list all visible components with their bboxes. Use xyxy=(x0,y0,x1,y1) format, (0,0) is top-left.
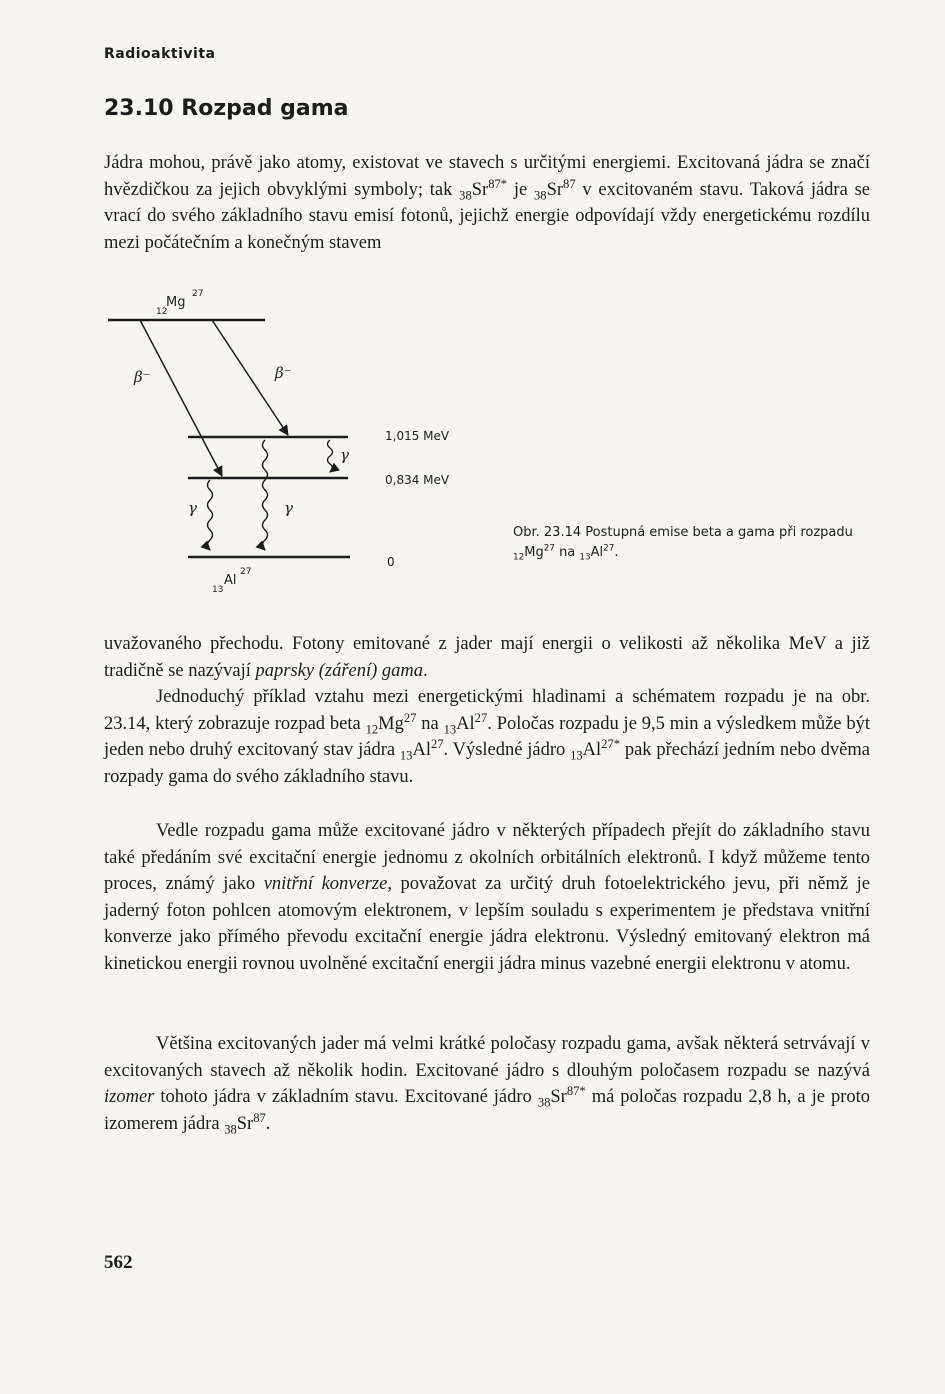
text-run: Jádra mohou, právě jako atomy, existovat ve stavech s určitými energiemi. Excitovaná jádra se značí hvězdičkou za jejich obvyklými symboly; tak xyxy=(104,153,870,200)
nuclide-symbol: Sr xyxy=(550,1087,567,1108)
text-run: je xyxy=(507,179,534,200)
nuclide-superscript: 27 xyxy=(430,737,444,752)
section-number: 23.10 xyxy=(104,96,174,121)
nuclide-superscript: 27 xyxy=(474,710,488,725)
nuclide-superscript: 87* xyxy=(488,176,508,191)
nuclide-symbol: Al xyxy=(456,713,475,734)
nuclide-symbol: Al xyxy=(582,740,602,761)
nuclide-superscript: 27 xyxy=(543,543,555,554)
caption-text: na xyxy=(554,545,580,560)
text-run: Většina excitovaných jader má velmi krátké poločasy rozpadu gama, avšak některá setrvávají v excitovaných stavech až několik hodin. Excitované jádro s dlouhým poločasem rozpadu se nazývá xyxy=(104,1034,870,1081)
text-run: uvažovaného přechodu. Fotony emitované z jader mají energii o velikosti až několika MeV a již tradičně se nazývají xyxy=(104,634,870,681)
paragraph-gamma-rays xyxy=(104,631,870,684)
nuclide-superscript: 87* xyxy=(566,1084,586,1099)
nuclide-symbol: Sr xyxy=(546,179,564,200)
nuclide-subscript: 38 xyxy=(224,1122,237,1137)
nuclide-subscript: 13 xyxy=(399,748,413,763)
energy-label-1015: 1,015 MeV xyxy=(385,429,450,443)
text-run: . Výsledné jádro xyxy=(443,740,571,761)
nuclide-symbol: Al xyxy=(590,545,604,560)
parent-nuclide-label: 12Mg27 xyxy=(156,289,204,317)
nuclide-symbol: Mg xyxy=(378,713,404,734)
caption-text: Postupná emise beta a gama při rozpadu xyxy=(585,525,853,540)
nuclide-superscript: 27* xyxy=(601,737,621,752)
decay-scheme-diagram xyxy=(100,280,500,610)
running-header: Radioaktivita xyxy=(104,46,216,62)
energy-label-834: 0,834 MeV xyxy=(385,473,450,487)
nuclide-superscript: 27 xyxy=(603,543,615,554)
gamma-wave-1015-to-834 xyxy=(328,440,333,472)
energy-label-ground: 0 xyxy=(387,555,395,569)
text-run: tohoto jádra v základním stavu. Excitované jádro xyxy=(154,1087,538,1108)
nuclide-superscript: 87 xyxy=(253,1110,266,1125)
nuclide-superscript: 27 xyxy=(403,710,417,725)
section-heading xyxy=(104,96,349,121)
gamma-label-1: γ xyxy=(340,446,349,464)
paragraph-example xyxy=(104,684,870,790)
text-run: má poločas rozpadu 2,8 h, a je proto izomerem jádra xyxy=(104,1087,870,1134)
gamma-label-2: γ xyxy=(188,499,197,517)
nuclide-subscript: 38 xyxy=(534,188,547,203)
gamma-wave-834-to-ground xyxy=(208,480,213,550)
text-run: . Poločas rozpadu je 9,5 min a výsledkem může být jeden nebo druhý excitovaný stav jádra xyxy=(104,713,870,761)
nuclide-superscript: 87 xyxy=(563,176,576,191)
gamma-wave-1015-to-ground xyxy=(263,440,268,550)
paragraph-internal-conversion xyxy=(104,818,870,978)
gamma-label-3: γ xyxy=(284,499,293,517)
nuclide-subscript: 13 xyxy=(570,748,583,763)
text-run: , považovat za určitý druh fotoelektrického jevu, při němž je jaderný foton pohlcen atomovým elektronem, v lepším souladu s experimentem je představa vnitřní konverze jako přímého převodu excitační energie jádra elektronu. Výsledný emitovaný elektron má kinetickou energii rovnou uvolněné excitační energii jádra minus vazebné energii elektronu v atomu. xyxy=(104,874,870,974)
paragraph-isomer xyxy=(104,1031,870,1137)
nuclide-subscript: 12 xyxy=(365,722,379,737)
paragraph-intro xyxy=(104,150,870,256)
nuclide-subscript: 13 xyxy=(579,552,591,563)
figure-caption xyxy=(513,523,868,563)
caption-label: Obr. 23.14 xyxy=(513,525,582,540)
nuclide-symbol: Sr xyxy=(471,179,489,200)
nuclide-subscript: 13 xyxy=(443,722,457,737)
beta-arrow-left xyxy=(140,320,222,476)
nuclide-symbol: Mg xyxy=(524,545,544,560)
section-title-text: Rozpad gama xyxy=(181,96,349,121)
text-run: na xyxy=(416,713,444,734)
text-run: . xyxy=(265,1113,271,1134)
nuclide-symbol: Al xyxy=(412,740,431,761)
beta-label-right: β⁻ xyxy=(275,364,292,382)
nuclide-symbol: Sr xyxy=(236,1113,254,1134)
text-run: . xyxy=(423,660,428,681)
italic-term: izomer xyxy=(104,1087,155,1108)
beta-label-left: β⁻ xyxy=(134,368,151,386)
nuclide-subscript: 12 xyxy=(513,552,525,563)
text-run: v excitovaném stavu. Taková jádra se vrací do svého základního stavu emisí fotonů, jejichž energie odpovídají vždy energetickému rozdílu mezi počátečním a konečným stavem xyxy=(104,179,871,253)
nuclide-subscript: 38 xyxy=(459,188,472,203)
caption-text: . xyxy=(614,545,619,560)
nuclide-subscript: 38 xyxy=(537,1095,551,1110)
daughter-nuclide-label: 13Al27 xyxy=(212,567,252,595)
page-number: 562 xyxy=(104,1252,133,1273)
text-run: Vedle rozpadu gama může excitované jádro v některých případech přejít do základního stavu také předáním své excitační energie jednomu z okolních orbitálních elektronů. I když můžeme tento proces, známý jako xyxy=(104,821,870,895)
text-run: Jednoduchý příklad vztahu mezi energetickými hladinami a schématem rozpadu je na obr. 23.14, který zobrazuje rozpad beta xyxy=(104,687,870,734)
italic-term: paprsky (záření) gama xyxy=(255,660,424,681)
italic-term: vnitřní konverze xyxy=(263,874,388,895)
text-run: pak přechází jedním nebo dvěma rozpady gama do svého základního stavu. xyxy=(104,740,870,787)
